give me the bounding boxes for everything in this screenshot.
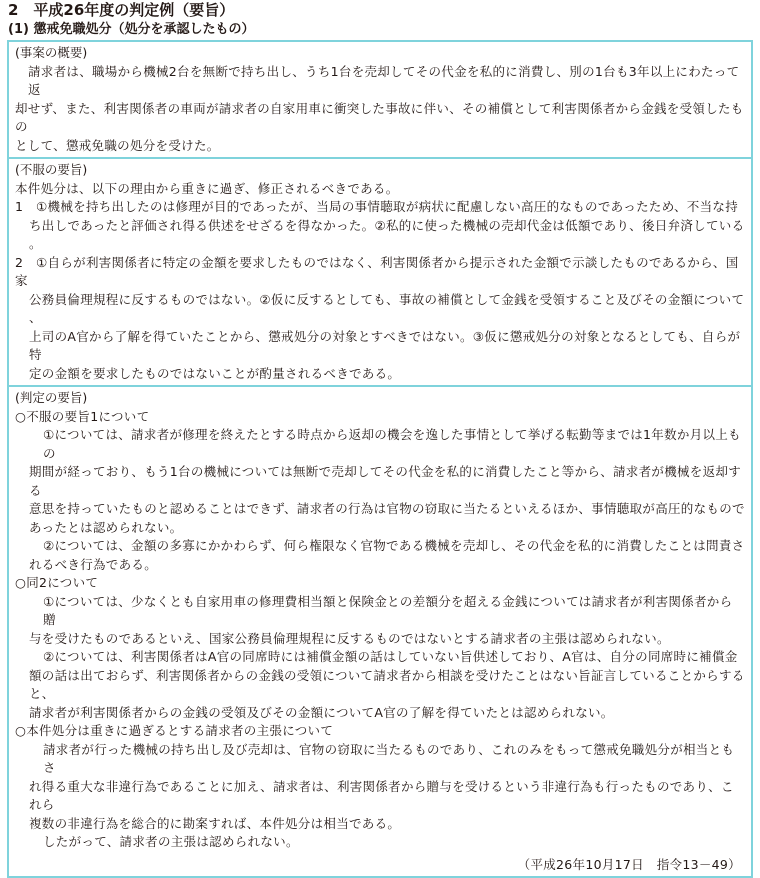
text-line: ○本件処分は重きに過ぎるとする請求者の主張について [15, 723, 334, 738]
text-line: ○不服の要旨1について [15, 408, 150, 424]
text-line: 与を受けたものであるといえ、国家公務員倫理規程に反するものではないとする請求者の主張は認められない。 [29, 630, 670, 646]
text-line: 定の金額を要求したものではないことが酌量されるべきである。 [29, 365, 401, 381]
citation: （平成26年10月17日 指令13－49） [517, 856, 741, 872]
decision-summary-box [7, 385, 753, 878]
text-line: 本件処分は、以下の理由から重きに過ぎ、修正されるべきである。 [15, 180, 399, 196]
text-line: 公務員倫理規程に反するものではない。②仮に反するとしても、事故の補償として金銭を受領すること及びその金額について、 [29, 291, 745, 325]
text-line: 上司のA官から了解を得ていたことから、懲戒処分の対象とすべきではない。③仮に懲戒処分の対象となるとしても、自らが特 [29, 328, 741, 362]
text-line: れるべき行為である。 [29, 556, 158, 572]
text-line: 却せず、また、利害関係者の車両が請求者の自家用車に衝突した事故に伴い、その補償として利害関係者から金銭を受領したもの [15, 100, 744, 134]
text-line: ①については、少なくとも自家用車の修理費相当額と保険金との差額分を超える金銭については請求者が利害関係者から贈 [43, 593, 733, 627]
text-line: 期間が経っており、もう1台の機械については無断で売却してその代金を私的に消費したこと等から、請求者が機械を返却する [29, 464, 742, 498]
text-line: 請求者が行った機械の持ち出し及び売却は、官物の窃取に当たるものであり、これのみをもって懲戒免職処分が相当ともさ [43, 741, 735, 775]
text-line: 2 ①自らが利害関係者に特定の金額を要求したものではなく、利害関係者から提示された金額で示談したものであるから、国家 [15, 254, 739, 288]
appeal-summary-box [7, 157, 753, 387]
text-line: したがって、請求者の主張は認められない。 [43, 834, 299, 849]
text-line: あったとは認められない。 [29, 519, 183, 535]
text-line: ち出しであったと評価され得る供述をせざるを得なかった。②私的に使った機械の売却代金は低額であり、後日弁済している。 [29, 217, 745, 251]
text-line: 1 ①機械を持ち出したのは修理が目的であったが、当局の事情聴取が病状に配慮しない高圧的なものであったため、不当な持 [15, 199, 739, 214]
text-line: れ得る重大な非違行為であることに加え、請求者は、利害関係者から贈与を受けるという非違行為も行ったものであり、これら [29, 778, 734, 812]
case-summary-box [7, 40, 753, 159]
text-line: 意思を持っていたものと認めることはできず、請求者の行為は官物の窃取に当たるといえるほか、事情聴取が高圧的なもので [29, 501, 745, 516]
text-line: ○同2について [15, 575, 99, 590]
text-line: 複数の非違行為を総合的に勘案すれば、本件処分は相当である。 [29, 815, 401, 831]
text-line: 額の話は出ておらず、利害関係者からの金銭の受領について請求者から相談を受けたことはない旨証言していることからすると、 [29, 667, 745, 701]
text-line: 請求者が利害関係者からの金銭の受領及びその金額についてA官の了解を得ていたとは認められない。 [29, 704, 614, 720]
box-heading: (事案の概要) [15, 45, 88, 60]
page-title: 2 平成26年度の判定例（要旨） [8, 1, 235, 19]
box-heading: (判定の要旨) [15, 390, 88, 405]
section-subtitle: (1) 懲戒免職処分（処分を承認したもの） [8, 22, 255, 37]
text-line: 請求者は、職場から機械2台を無断で持ち出し、うち1台を売却してその代金を私的に消費し、別の1台も3年以上にわたって返 [28, 63, 740, 97]
box-heading: (不服の要旨) [15, 162, 88, 177]
text-line: ②については、利害関係者はA官の同席時には補償金額の話はしていない旨供述しており、A官は、自分の同席時に補償金 [43, 649, 738, 664]
text-line: ②については、金額の多寡にかかわらず、何ら権限なく官物である機械を売却し、その代金を私的に消費したことは問責さ [43, 538, 745, 553]
text-line: ①については、請求者が修理を終えたとする時点から返却の機会を逸した事情として挙げる転勤等までは1年数か月以上もの [43, 427, 741, 461]
text-line: として、懲戒免職の処分を受けた。 [15, 137, 220, 153]
